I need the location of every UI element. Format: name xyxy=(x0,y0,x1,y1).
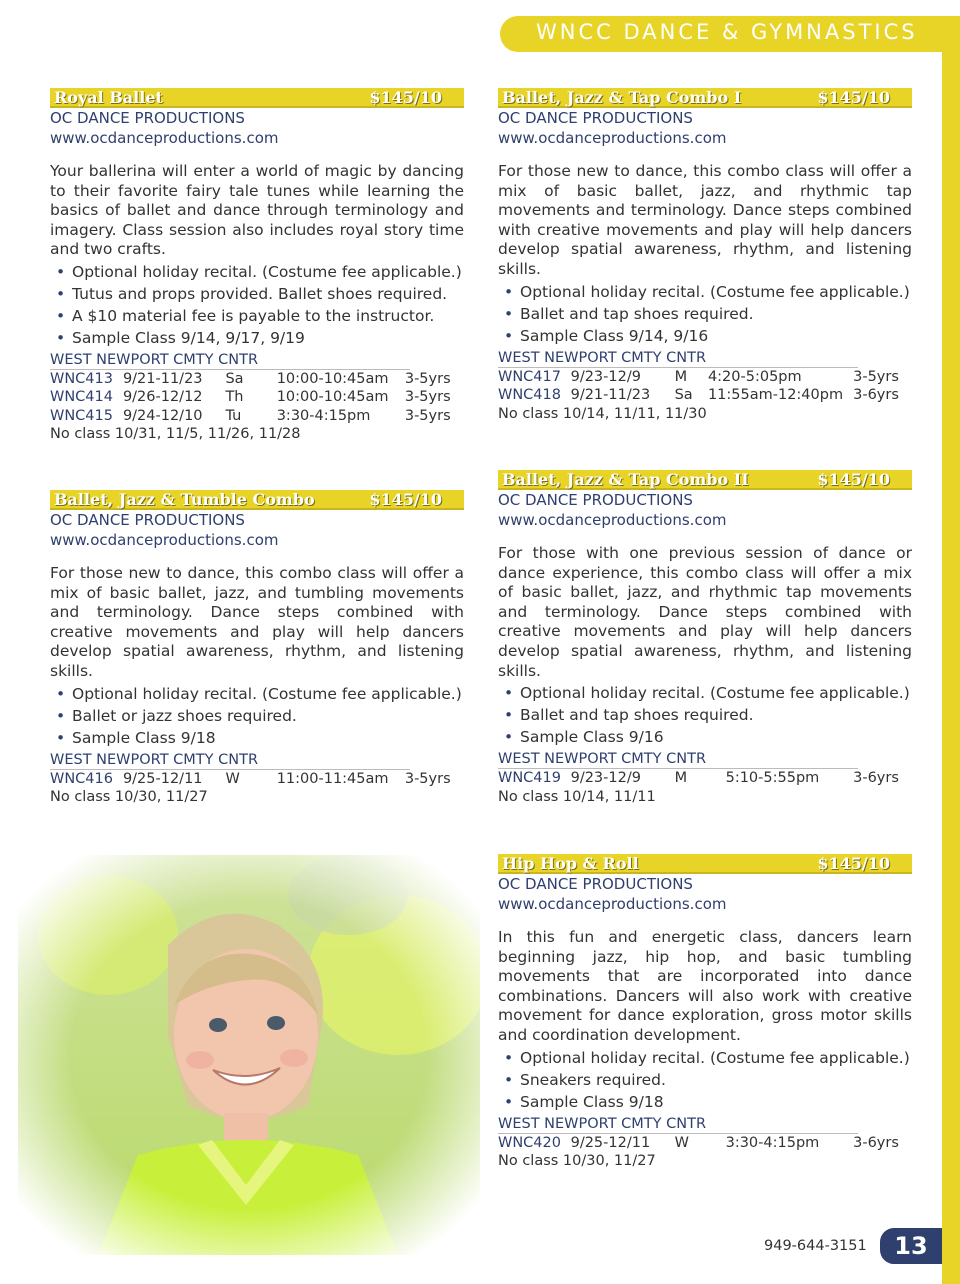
schedule-row xyxy=(50,388,464,407)
provider-website-link[interactable]: www.ocdanceproductions.com xyxy=(498,895,727,913)
no-class-dates: No class 10/14, 11/11 xyxy=(498,788,656,805)
schedule-row xyxy=(498,769,912,788)
schedule-row xyxy=(50,770,464,789)
list-item: • Ballet and tap shoes required. xyxy=(498,305,912,323)
course-title: Ballet, Jazz & Tap Combo II xyxy=(502,469,749,489)
list-item: • Optional holiday recital. (Costume fee applicable.) xyxy=(498,1049,912,1067)
list-item: • Optional holiday recital. (Costume fee applicable.) xyxy=(498,684,912,702)
list-item: • Ballet or jazz shoes required. xyxy=(50,707,464,725)
course-royal-ballet xyxy=(50,88,464,444)
class-dates: 9/26-12/12 xyxy=(122,389,203,406)
course-price: $145/10 xyxy=(817,87,890,107)
list-item: • Sample Class 9/14, 9/16 xyxy=(498,327,912,345)
location: WEST NEWPORT CMTY CNTR xyxy=(50,351,410,370)
list-item: • Sample Class 9/14, 9/17, 9/19 xyxy=(50,329,464,347)
class-age: 3-6yrs xyxy=(853,387,899,404)
class-dates: 9/25-12/11 xyxy=(570,1134,651,1151)
course-ballet-jazz-tumble xyxy=(50,490,464,807)
course-title: Hip Hop & Roll xyxy=(502,853,639,873)
list-item: • Optional holiday recital. (Costume fee applicable.) xyxy=(498,283,912,301)
course-price: $145/10 xyxy=(369,489,442,509)
schedule-row xyxy=(498,386,912,405)
provider-name: OC DANCE PRODUCTIONS xyxy=(498,491,693,509)
course-title: Ballet, Jazz & Tumble Combo xyxy=(54,489,315,509)
class-day: Sa xyxy=(674,387,693,404)
class-day: M xyxy=(674,770,688,787)
class-time: 3:30-4:15pm xyxy=(276,407,371,424)
provider-name: OC DANCE PRODUCTIONS xyxy=(498,109,693,127)
page-number: 13 xyxy=(880,1228,942,1264)
page-edge-bar xyxy=(942,52,960,1284)
class-age: 3-6yrs xyxy=(853,1134,899,1151)
class-code[interactable]: WNC419 xyxy=(498,770,561,787)
course-description: In this fun and energetic class, dancers learn beginning jazz, hip hop, and basic tumbling movements that are incorporated into dance combinations. Dancers will also work with creative movement for dance exploration, gross motor skills and coordination development. xyxy=(498,928,912,1044)
list-item: • Optional holiday recital. (Costume fee applicable.) xyxy=(50,263,464,281)
list-item: • Sneakers required. xyxy=(498,1071,912,1089)
class-age: 3-5yrs xyxy=(404,389,451,406)
class-code[interactable]: WNC420 xyxy=(498,1134,561,1151)
class-time: 3:30-4:15pm xyxy=(725,1134,820,1151)
class-code[interactable]: WNC413 xyxy=(50,370,113,387)
course-title-bar xyxy=(498,854,912,874)
class-age: 3-6yrs xyxy=(853,770,899,787)
location: WEST NEWPORT CMTY CNTR xyxy=(50,751,410,770)
provider-website-link[interactable]: www.ocdanceproductions.com xyxy=(50,129,279,147)
no-class-dates: No class 10/30, 11/27 xyxy=(498,1153,656,1170)
class-code[interactable]: WNC414 xyxy=(50,389,113,406)
course-price: $145/10 xyxy=(817,853,890,873)
list-item: • Sample Class 9/16 xyxy=(498,728,912,746)
class-dates: 9/21-11/23 xyxy=(122,370,203,387)
footer-phone: 949-644-3151 xyxy=(764,1238,867,1254)
class-time: 5:10-5:55pm xyxy=(725,770,820,787)
class-time: 10:00-10:45am xyxy=(276,370,389,387)
no-class-dates: No class 10/31, 11/5, 11/26, 11/28 xyxy=(50,426,301,443)
class-day: Sa xyxy=(225,370,244,387)
class-day: Tu xyxy=(225,407,242,424)
course-title: Ballet, Jazz & Tap Combo I xyxy=(502,87,742,107)
class-code[interactable]: WNC418 xyxy=(498,387,561,404)
schedule-row xyxy=(50,407,464,426)
course-ballet-jazz-tap-1 xyxy=(498,88,912,424)
class-age: 3-5yrs xyxy=(404,770,451,787)
course-description: Your ballerina will enter a world of magic by dancing to their favorite fairy tale tunes while learning the basics of ballet and dance through terminology and imagery. Class session also includes royal story time and two crafts. xyxy=(50,162,464,259)
class-time: 10:00-10:45am xyxy=(276,389,389,406)
no-class-dates: No class 10/14, 11/11, 11/30 xyxy=(498,405,707,422)
section-title: WNCC DANCE & GYMNASTICS xyxy=(536,20,918,44)
class-day: W xyxy=(674,1134,689,1151)
dancer-illustration xyxy=(18,855,480,1255)
class-time: 11:00-11:45am xyxy=(276,770,389,787)
course-description: For those with one previous session of dance or dance experience, this combo class will offer a mix of basic ballet, jazz, and rhythmic tap movements and terminology. Dance steps combined with creative movements and play will help dancers develop spatial awareness, rhythm, and listening skills. xyxy=(498,544,912,680)
dancer-photo xyxy=(18,855,480,1255)
provider-name: OC DANCE PRODUCTIONS xyxy=(50,109,245,127)
course-description: For those new to dance, this combo class will offer a mix of basic ballet, jazz, and rhythmic tap movements and terminology. Dance steps combined with creative movements and play will help dancers develop spatial awareness, rhythm, and listening skills. xyxy=(498,162,912,278)
course-title-bar xyxy=(50,490,464,510)
course-price: $145/10 xyxy=(817,469,890,489)
class-dates: 9/24-12/10 xyxy=(122,407,203,424)
class-code[interactable]: WNC415 xyxy=(50,407,113,424)
schedule-row xyxy=(498,368,912,387)
course-hip-hop-roll xyxy=(498,854,912,1171)
class-dates: 9/23-12/9 xyxy=(570,368,641,385)
location: WEST NEWPORT CMTY CNTR xyxy=(498,750,858,769)
location: WEST NEWPORT CMTY CNTR xyxy=(498,1115,858,1134)
provider-website-link[interactable]: www.ocdanceproductions.com xyxy=(498,511,727,529)
class-day: M xyxy=(674,368,688,385)
class-age: 3-5yrs xyxy=(404,407,451,424)
class-day: W xyxy=(225,770,240,787)
class-time: 11:55am-12:40pm xyxy=(707,387,844,404)
course-title-bar xyxy=(50,88,464,108)
class-dates: 9/23-12/9 xyxy=(570,770,641,787)
class-day: Th xyxy=(225,389,244,406)
schedule-row xyxy=(50,370,464,389)
list-item: • Optional holiday recital. (Costume fee applicable.) xyxy=(50,685,464,703)
list-item: • Ballet and tap shoes required. xyxy=(498,706,912,724)
course-title-bar xyxy=(498,470,912,490)
course-notes xyxy=(50,263,464,347)
provider-name: OC DANCE PRODUCTIONS xyxy=(498,875,693,893)
class-age: 3-5yrs xyxy=(404,370,451,387)
class-time: 4:20-5:05pm xyxy=(707,368,802,385)
course-notes xyxy=(498,1049,912,1111)
schedule-row xyxy=(498,1134,912,1153)
course-price: $145/10 xyxy=(369,87,442,107)
location: WEST NEWPORT CMTY CNTR xyxy=(498,349,858,368)
no-class-dates: No class 10/30, 11/27 xyxy=(50,789,208,806)
provider-name: OC DANCE PRODUCTIONS xyxy=(50,511,245,529)
provider-website-link[interactable]: www.ocdanceproductions.com xyxy=(50,531,279,549)
course-description: For those new to dance, this combo class will offer a mix of basic ballet, jazz, and tumbling movements and terminology. Dance steps combined with creative movements and play will help dancers develop spatial awareness, rhythm, and listening skills. xyxy=(50,564,464,680)
class-dates: 9/25-12/11 xyxy=(122,770,203,787)
list-item: • Sample Class 9/18 xyxy=(498,1093,912,1111)
list-item: • Tutus and props provided. Ballet shoes required. xyxy=(50,285,464,303)
course-notes xyxy=(498,684,912,746)
course-title-bar xyxy=(498,88,912,108)
course-notes xyxy=(50,685,464,747)
course-ballet-jazz-tap-2 xyxy=(498,470,912,807)
class-dates: 9/21-11/23 xyxy=(570,387,651,404)
list-item: • Sample Class 9/18 xyxy=(50,729,464,747)
course-notes xyxy=(498,283,912,345)
course-title: Royal Ballet xyxy=(54,87,163,107)
class-code[interactable]: WNC416 xyxy=(50,770,113,787)
provider-website-link[interactable]: www.ocdanceproductions.com xyxy=(498,129,727,147)
class-code[interactable]: WNC417 xyxy=(498,368,561,385)
class-age: 3-5yrs xyxy=(853,368,899,385)
list-item: • A $10 material fee is payable to the instructor. xyxy=(50,307,464,325)
